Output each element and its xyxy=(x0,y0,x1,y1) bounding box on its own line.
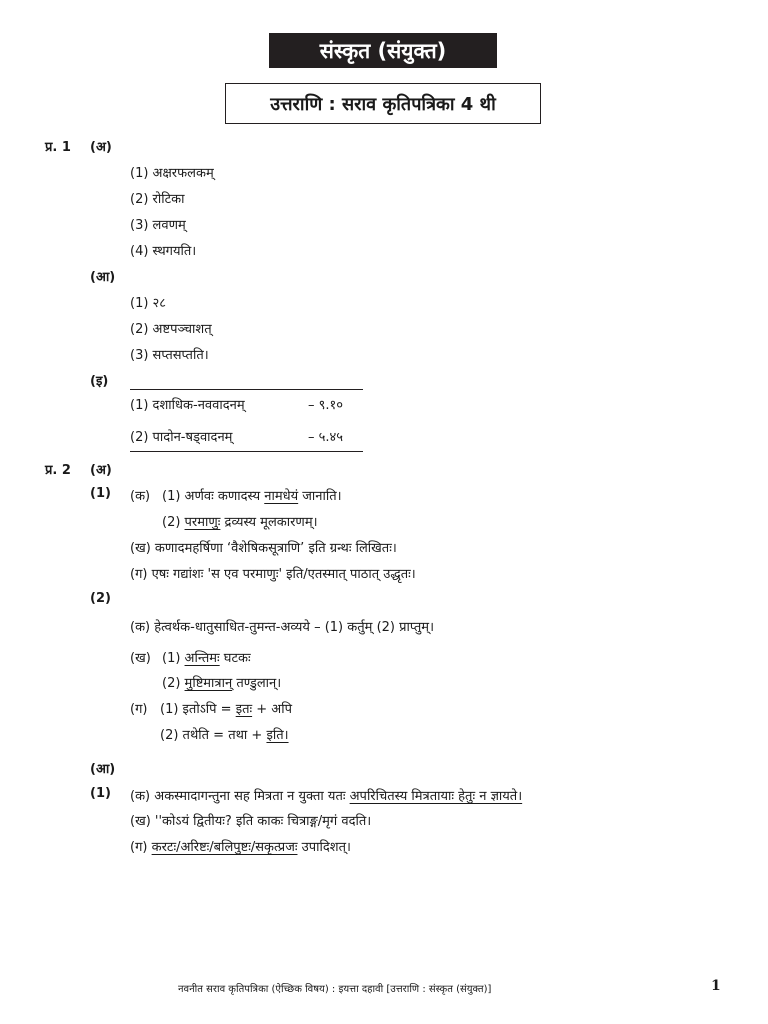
q2-a1-ka-2: (2) परमाणुः द्रव्यस्य मूलकारणम्। xyxy=(162,515,318,530)
page-number: 1 xyxy=(711,978,721,994)
q2-a2-kha-marker: (ख) xyxy=(130,651,151,666)
page-subtitle: उत्तराणि : सराव कृतिपत्रिका 4 थी xyxy=(225,83,541,124)
q1-i-value-1: – ९.१० xyxy=(308,398,344,413)
q1-i-term-1: (1) दशाधिक-नववादनम् xyxy=(130,398,245,413)
q2-section-aa-label: (आ) xyxy=(90,762,116,777)
q2-a2-ga-1: (1) इतोऽपि = इतः + अपि xyxy=(160,702,292,717)
underlined-answer: अन्तिमः xyxy=(184,651,220,666)
q2-a2-ga-2: (2) तथेति = तथा + इति। xyxy=(160,728,289,743)
q2-a2-kha-2: (2) मुष्टिमात्रान् तण्डुलान्। xyxy=(162,676,282,691)
q2-aa1-ga: (ग) करटः/अरिष्टः/बलिपुष्टः/सकृत्प्रजः उपादिशत्। xyxy=(130,840,351,855)
q1-a-item-4: (4) स्थगयति। xyxy=(130,244,197,259)
q2-a2-ka: (क) हेत्वर्थक-धातुसाधित-तुमन्त-अव्यये – (1) कर्तुम् (2) प्राप्तुम्। xyxy=(130,620,434,635)
q1-a-item-1: (1) अक्षरफलकम् xyxy=(130,166,214,181)
q1-section-i-label: (इ) xyxy=(90,374,109,389)
q2-a1-ga: (ग) एषः गद्यांशः 'स एव परमाणुः' इति/एतस्मात् पाठात् उद्धृतः। xyxy=(130,567,416,582)
underlined-answer: अपरिचितस्य मित्रतायाः हेतुः न ज्ञायते। xyxy=(349,789,523,804)
underlined-answer: मुष्टिमात्रान् xyxy=(184,676,233,691)
q2-aa1-ka: (क) अकस्मादागन्तुना सह मित्रता न युक्ता यतः अपरिचितस्य मित्रतायाः हेतुः न ज्ञायते। xyxy=(130,789,523,804)
q2-a2-ga-marker: (ग) xyxy=(130,702,148,717)
footer-text: नवनीत सराव कृतिपत्रिका (ऐच्छिक विषय) : इयत्ता दहावी [उत्तराणि : संस्कृत (संयुक्त)] xyxy=(178,984,492,995)
underlined-answer: इति। xyxy=(266,728,289,743)
question-1-label: प्र. 1 xyxy=(45,140,71,155)
q2-a-part-2-num: (2) xyxy=(90,591,111,606)
q2-a1-kha: (ख) कणादमहर्षिणा ‘वैशेषिकसूत्राणि’ इति ग्रन्थः लिखितः। xyxy=(130,541,397,556)
q1-aa-item-1: (1) २८ xyxy=(130,296,167,311)
q1-i-value-2: – ५.४५ xyxy=(308,430,344,445)
q2-aa1-kha: (ख) ''कोऽयं द्वितीयः? इति काकः चित्राङ्ग/मृगं वदति। xyxy=(130,814,372,829)
q2-section-a-label: (अ) xyxy=(90,463,112,478)
q1-a-item-3: (3) लवणम् xyxy=(130,218,186,233)
q1-section-aa-label: (आ) xyxy=(90,270,116,285)
underlined-answer: परमाणुः xyxy=(184,515,221,530)
q1-aa-item-3: (3) सप्तसप्तति। xyxy=(130,348,209,363)
q2-a-part-1-num: (1) xyxy=(90,486,111,501)
q1-a-item-2: (2) रोटिका xyxy=(130,192,185,207)
question-2-label: प्र. 2 xyxy=(45,463,71,478)
table-top-rule xyxy=(130,389,363,390)
table-bottom-rule xyxy=(130,451,363,452)
q2-aa-part-1-num: (1) xyxy=(90,786,111,801)
q1-i-term-2: (2) पादोन-षड्वादनम् xyxy=(130,430,233,445)
q2-a2-kha-1: (1) अन्तिमः घटकः xyxy=(162,651,251,666)
q1-section-a-label: (अ) xyxy=(90,140,112,155)
q2-a1-ka-1: (1) अर्णवः कणादस्य नामधेयं जानाति। xyxy=(162,489,342,504)
page-title: संस्कृत (संयुक्त) xyxy=(269,33,497,68)
q1-aa-item-2: (2) अष्टपञ्चाशत् xyxy=(130,322,212,337)
q2-a1-ka-marker: (क) xyxy=(130,489,151,504)
underlined-answer: नामधेयं xyxy=(264,489,299,504)
underlined-answer: इतः xyxy=(235,702,253,717)
underlined-answer: करटः/अरिष्टः/बलिपुष्टः/सकृत्प्रजः xyxy=(151,840,298,855)
